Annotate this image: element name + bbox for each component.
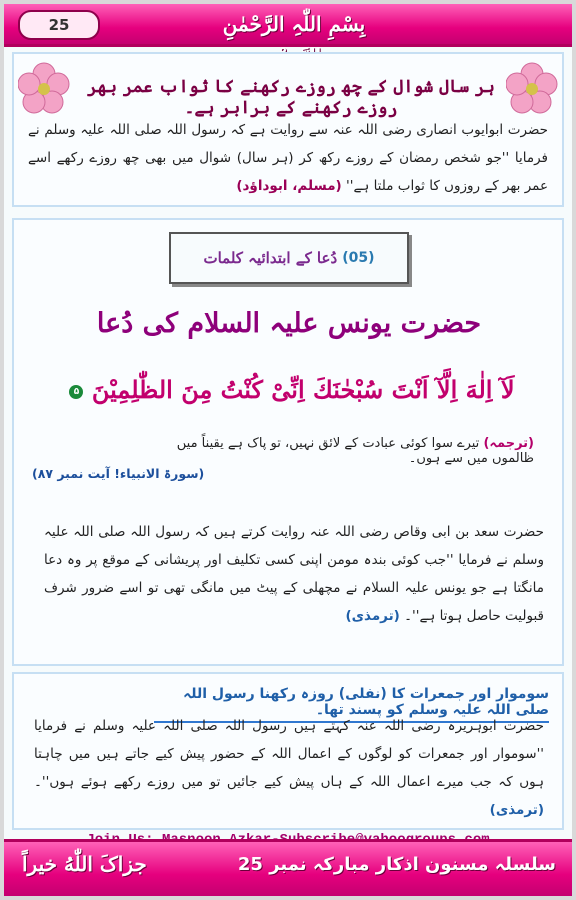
dua-arabic-verse [44, 375, 534, 404]
monday-thursday-reference: (ترمذی) [489, 802, 544, 818]
monday-thursday-heading: سوموار اور جمعرات کا (نفلی) روزہ رکھنا رسول اللہ صلی اللہ علیہ وسلم کو پسند تھا۔ [154, 686, 549, 723]
translation-text: تیرے سوا کوئی عبادت کے لائق نہیں، تو پاک ہے یقیناً میں ظالموں میں سے ہوں۔ [176, 436, 534, 466]
bismillah-calligraphy: بِسْمِ اللّٰہِ الرَّحْمٰنِ [222, 12, 366, 36]
ayah-end-icon: ۵ [69, 385, 83, 399]
dua-caption: دُعا کے ابتدائیہ کلمات [203, 249, 338, 267]
section-yunus-dua [12, 218, 564, 666]
series-number-label: سلسلہ مسنون اذکار مبارکہ نمبر 25 [237, 854, 556, 875]
section-monday-thursday [12, 672, 564, 830]
monday-thursday-paragraph [34, 712, 544, 824]
dua-caption-box [169, 232, 409, 284]
yunus-hadith-text: حضرت سعد بن ابی وقاص رضی اللہ عنہ روایت کرتے ہیں کہ رسول اللہ صلی اللہ علیہ وسلم نے فرمایا ''جب کوئی بندہ مومن اپنی کسی تکلیف اور پریشانی کے موقع پر وہ دعا مانگتا ہے جو یونس علیہ السلام نے مچھلی کے پیٹ میں مانگی تھی تو اسے ضرور شرف قبولیت حاصل ہوتا ہے''۔ [44, 524, 544, 624]
jazakallah-calligraphy: جزاکَ اللّٰهُ خیراً [22, 852, 147, 876]
yunus-hadith-reference: (ترمذی) [345, 608, 400, 624]
header-band [4, 4, 572, 47]
dua-caption-number: (05) [342, 250, 375, 266]
monday-thursday-text: حضرت ابوہریرہ رضی اللہ عنہ کہتے ہیں رسول اللہ صلی اللہ علیہ وسلم نے فرمایا ''سوموار اور جمعرات کو لوگوں کے اعمال اللہ کے حضور پیش کیے جاتے ہیں میں چاہتا ہوں کہ جب میرے اعمال اللہ کے ہاں پیش کیے جائیں تو میں روزے رکھے ہوئے ہوں''۔ [34, 718, 544, 790]
dua-title: حضرت یونس علیہ السلام کی دُعا [96, 308, 482, 339]
flower-left-icon [18, 62, 70, 114]
yunus-hadith-paragraph [44, 518, 544, 630]
surah-reference: (سورۃ الانبیاء! آیت نمبر ۸۷) [32, 466, 205, 481]
shawwal-reference: (مسلم، ابوداؤد) [236, 178, 342, 194]
flower-right-icon [506, 62, 558, 114]
section-shawwal-fasting [12, 52, 564, 207]
arabic-text: لَآ اِلٰهَ اِلَّآ اَنْتَ سُبْحٰنَكَ اِنِّیْ كُنْتُ مِنَ الظّٰلِمِیْنَ [91, 375, 515, 404]
shawwal-hadith-text: حضرت ابوایوب انصاری رضی اللہ عنہ سے روایت ہے کہ رسول اللہ صلی اللہ علیہ وسلم نے فرمایا ''جو شخص رمضان کے روزے رکھ کر (ہر سال) شوال میں بھی چھ روزے رکھے اسے عمر بھر کے روزوں کا ثواب ملتا ہے'' [28, 122, 548, 194]
footer-band [4, 839, 572, 896]
shawwal-paragraph [28, 116, 548, 200]
translation-label: (ترجمہ) [483, 436, 534, 451]
shawwal-heading: ہر سال شوال کے چھ روزے رکھنے کا ثواب عمر بھر روزے رکھنے کے برابر ہے۔ [87, 77, 495, 118]
page-number-badge: 25 [18, 10, 100, 40]
dua-translation [174, 436, 534, 466]
